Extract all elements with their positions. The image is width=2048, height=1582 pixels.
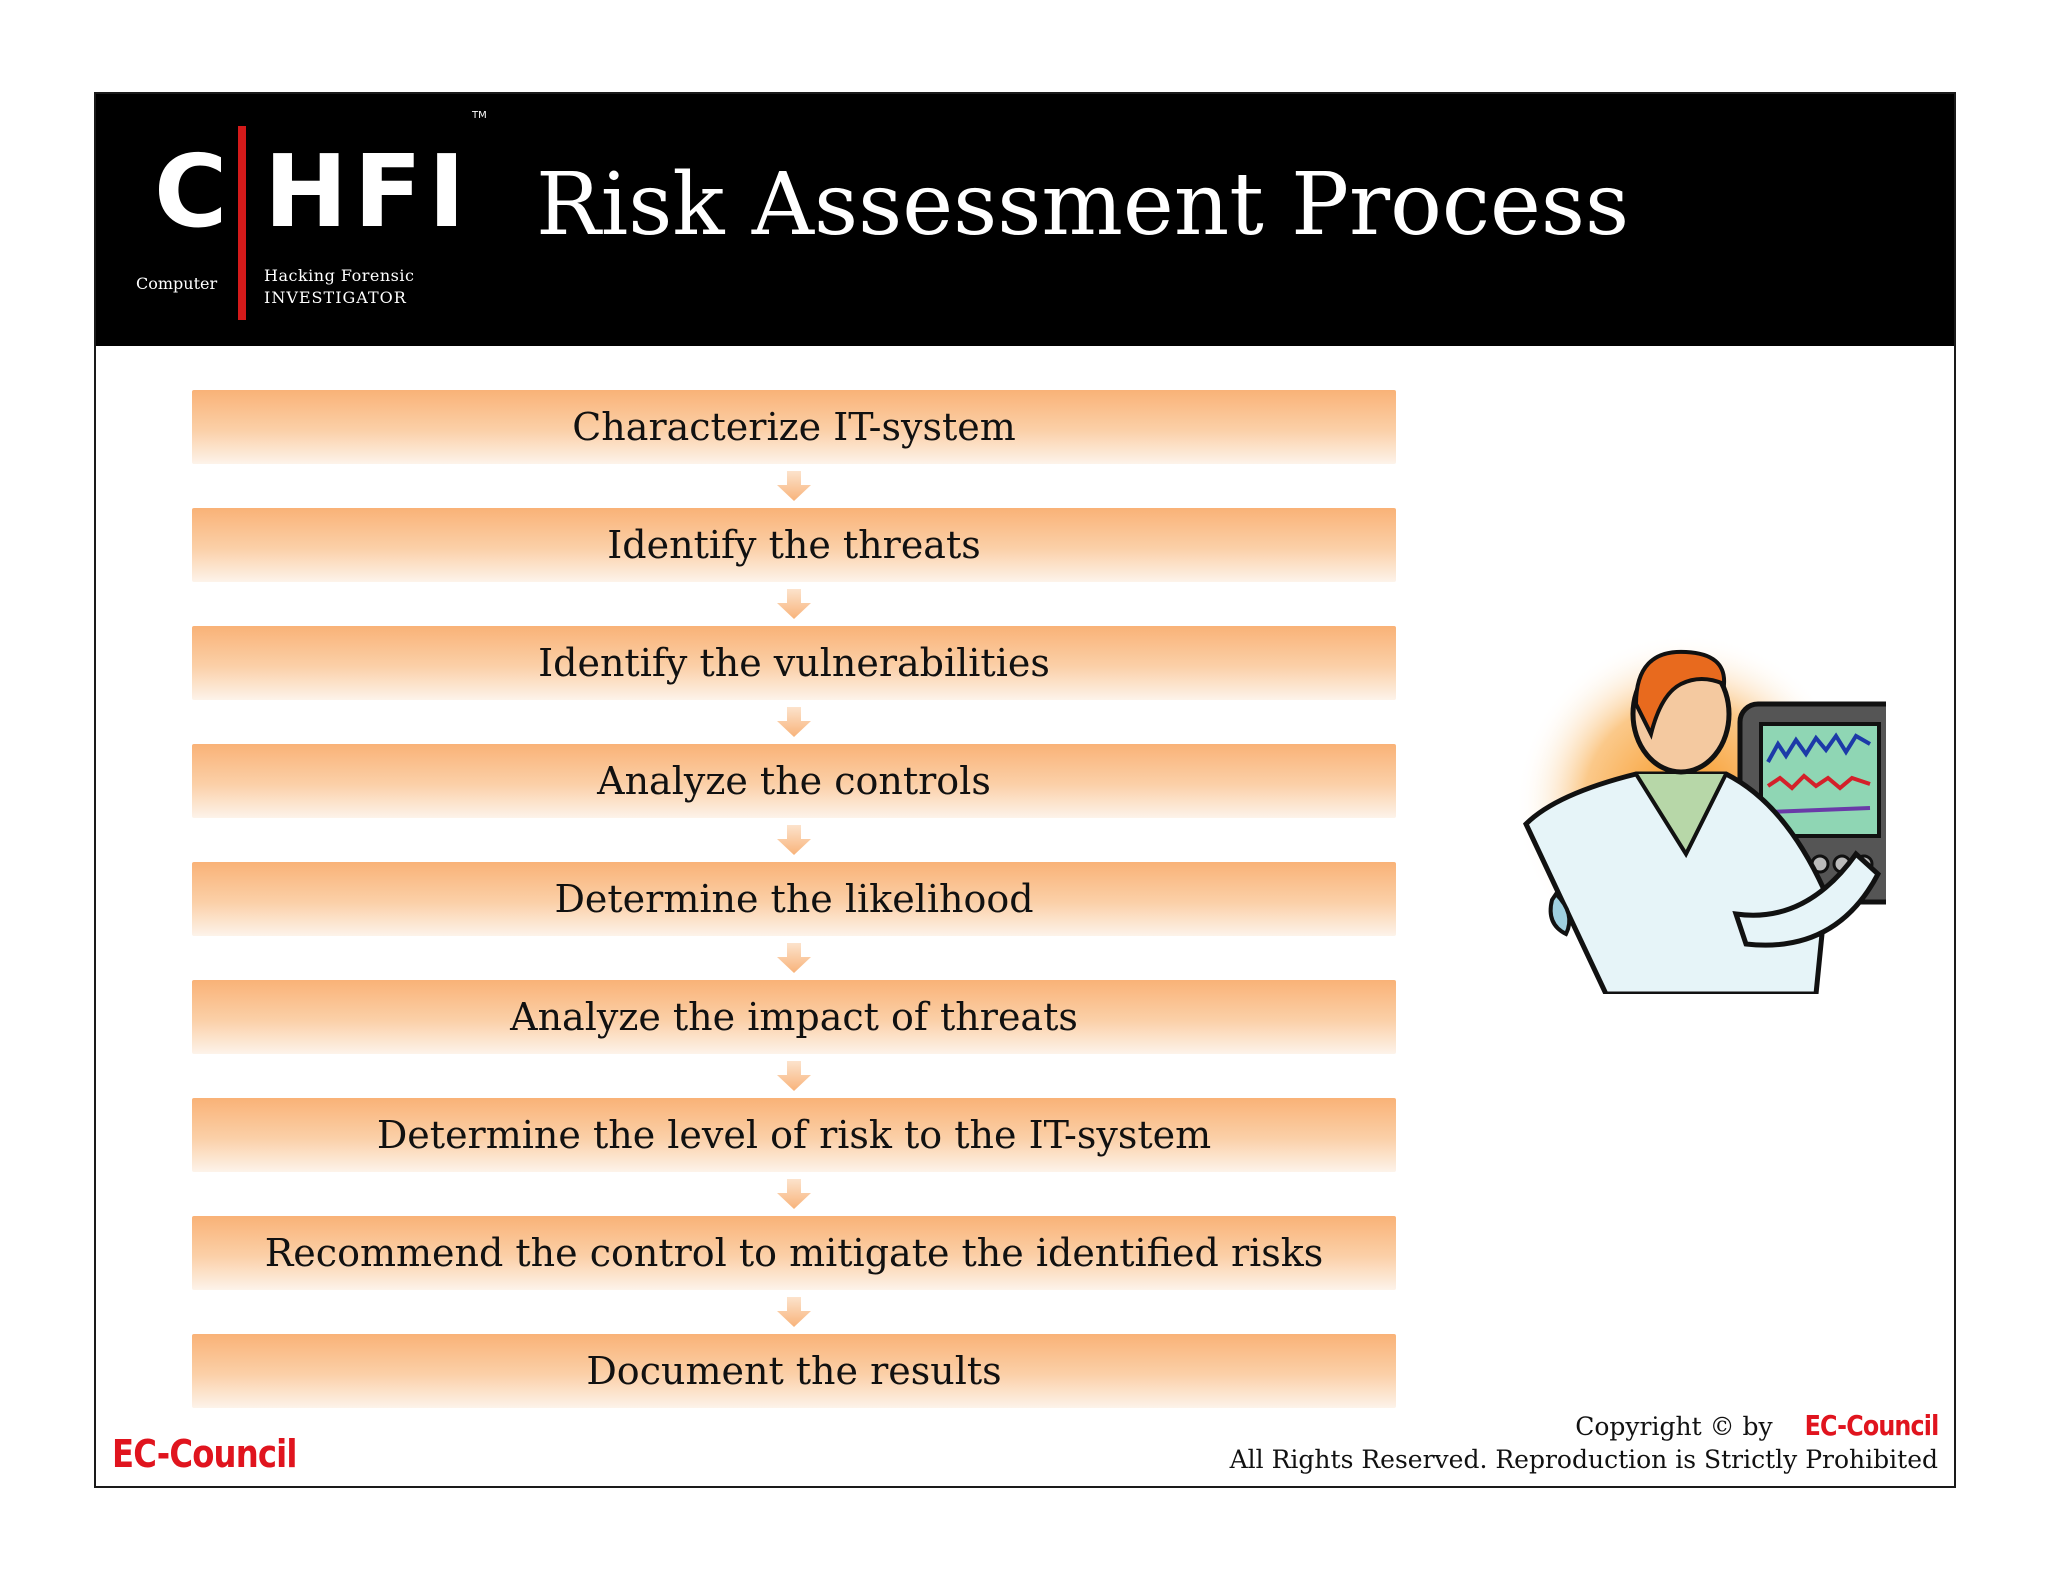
scientist-icon — [1486, 594, 1886, 994]
logo-letters-hfi: HFI — [264, 133, 472, 250]
down-arrow-icon — [192, 464, 1396, 508]
down-arrow-icon — [192, 582, 1396, 626]
chfi-logo — [136, 110, 487, 322]
header — [96, 94, 1954, 346]
logo-computer-text: Computer — [136, 274, 218, 293]
logo-hacking-forensic-text: Hacking Forensic — [264, 266, 415, 285]
process-steps — [192, 390, 1396, 1408]
logo-investigator-text: INVESTIGATOR — [264, 288, 407, 307]
down-arrow-icon — [192, 700, 1396, 744]
scientist-monitor-illustration — [1486, 594, 1886, 994]
page-title: Risk Assessment Process — [536, 155, 1630, 255]
down-arrow-icon — [192, 1054, 1396, 1098]
process-step: Identify the vulnerabilities — [192, 626, 1396, 700]
process-step: Determine the likelihood — [192, 862, 1396, 936]
slide — [94, 92, 1956, 1488]
process-step: Analyze the controls — [192, 744, 1396, 818]
copyright-prefix: Copyright © by — [1575, 1412, 1773, 1441]
logo-trademark: TM — [472, 110, 487, 121]
copyright-line — [1230, 1408, 1938, 1444]
copyright-notice — [1230, 1408, 1938, 1477]
process-step: Recommend the control to mitigate the identified risks — [192, 1216, 1396, 1290]
process-step: Determine the level of risk to the IT-system — [192, 1098, 1396, 1172]
copyright-brand: EC-Council — [1804, 1409, 1938, 1442]
down-arrow-icon — [192, 818, 1396, 862]
rights-line: All Rights Reserved. Reproduction is Strictly Prohibited — [1229, 1445, 1938, 1475]
down-arrow-icon — [192, 1172, 1396, 1216]
logo-letter-c: C — [154, 133, 230, 250]
ec-council-logo: EC-Council — [112, 1432, 297, 1476]
process-step: Identify the threats — [192, 508, 1396, 582]
logo-red-bar — [238, 126, 246, 320]
process-step: Characterize IT-system — [192, 390, 1396, 464]
process-step: Document the results — [192, 1334, 1396, 1408]
down-arrow-icon — [192, 936, 1396, 980]
down-arrow-icon — [192, 1290, 1396, 1334]
process-step: Analyze the impact of threats — [192, 980, 1396, 1054]
